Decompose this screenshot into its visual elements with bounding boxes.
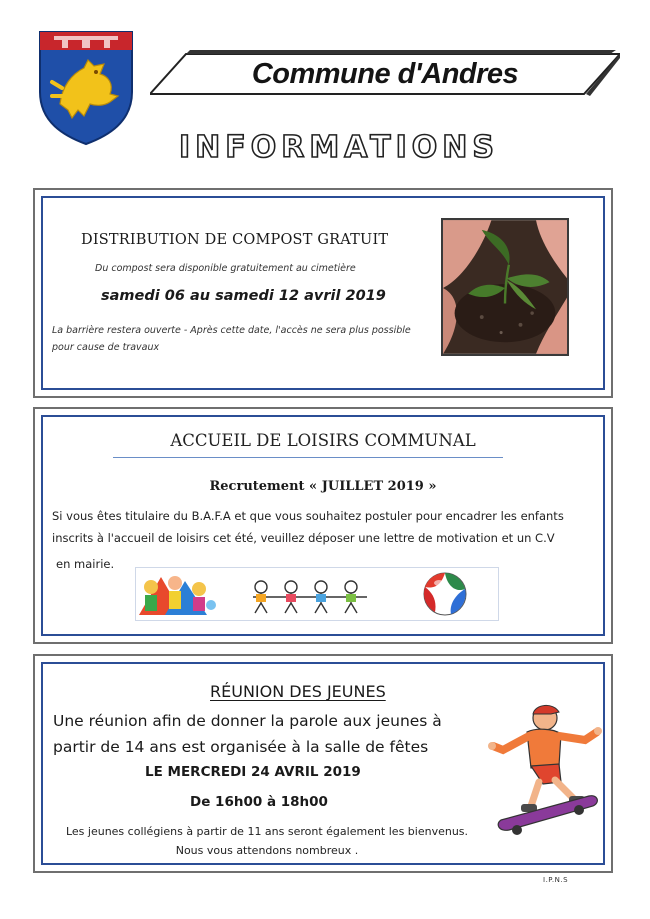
jeunes-body: Une réunion afin de donner la parole aux jeunes à partir de 14 ans est organisée à la salle de fêtes bbox=[53, 712, 442, 756]
ipns-mention: I.P.N.S bbox=[543, 876, 569, 884]
jeunes-note: Les jeunes collégiens à partir de 11 ans seront également les bienvenus. Nous vous attendons nombreux . bbox=[65, 825, 469, 857]
informations-banner: INFORMATIONS bbox=[179, 130, 499, 165]
jeunes-heading: RÉUNION DES JEUNES bbox=[210, 682, 386, 701]
recruitment-title: Recrutement « JUILLET 2019 » bbox=[209, 479, 437, 494]
loisirs-body-end: en mairie. bbox=[56, 557, 115, 571]
compost-note: La barrière restera ouverte - Après cette date, l'accès ne sera plus possible pour cause de travaux bbox=[52, 325, 411, 353]
seedling-in-hands-image bbox=[441, 218, 569, 356]
compost-heading: DISTRIBUTION DE COMPOST GRATUIT bbox=[81, 232, 389, 248]
loisirs-section bbox=[33, 407, 613, 644]
skateboarder-icon bbox=[481, 702, 605, 840]
dancing-children-icon bbox=[247, 579, 379, 615]
compost-subtitle: Du compost sera disponible gratuitement au cimetière bbox=[95, 263, 356, 274]
heading-underline bbox=[113, 457, 503, 458]
beach-ball-icon bbox=[421, 571, 469, 617]
loisirs-heading: ACCUEIL DE LOISIRS COMMUNAL bbox=[170, 431, 476, 450]
meeting-time: De 16h00 à 18h00 bbox=[190, 794, 328, 810]
compost-dates: samedi 06 au samedi 12 avril 2019 bbox=[101, 288, 386, 304]
children-group-icon bbox=[135, 571, 217, 617]
commune-title: Commune d'Andres bbox=[251, 58, 519, 90]
jeunes-section bbox=[33, 654, 613, 873]
meeting-date: LE MERCREDI 24 AVRIL 2019 bbox=[145, 764, 361, 780]
compost-section bbox=[33, 188, 613, 398]
loisirs-body: Si vous êtes titulaire du B.A.F.A et que vous souhaitez postuler pour encadrer les enfants inscrits à l'accueil de loisirs cet été, veuillez déposer une lettre de motivation et un C.V bbox=[52, 509, 564, 545]
